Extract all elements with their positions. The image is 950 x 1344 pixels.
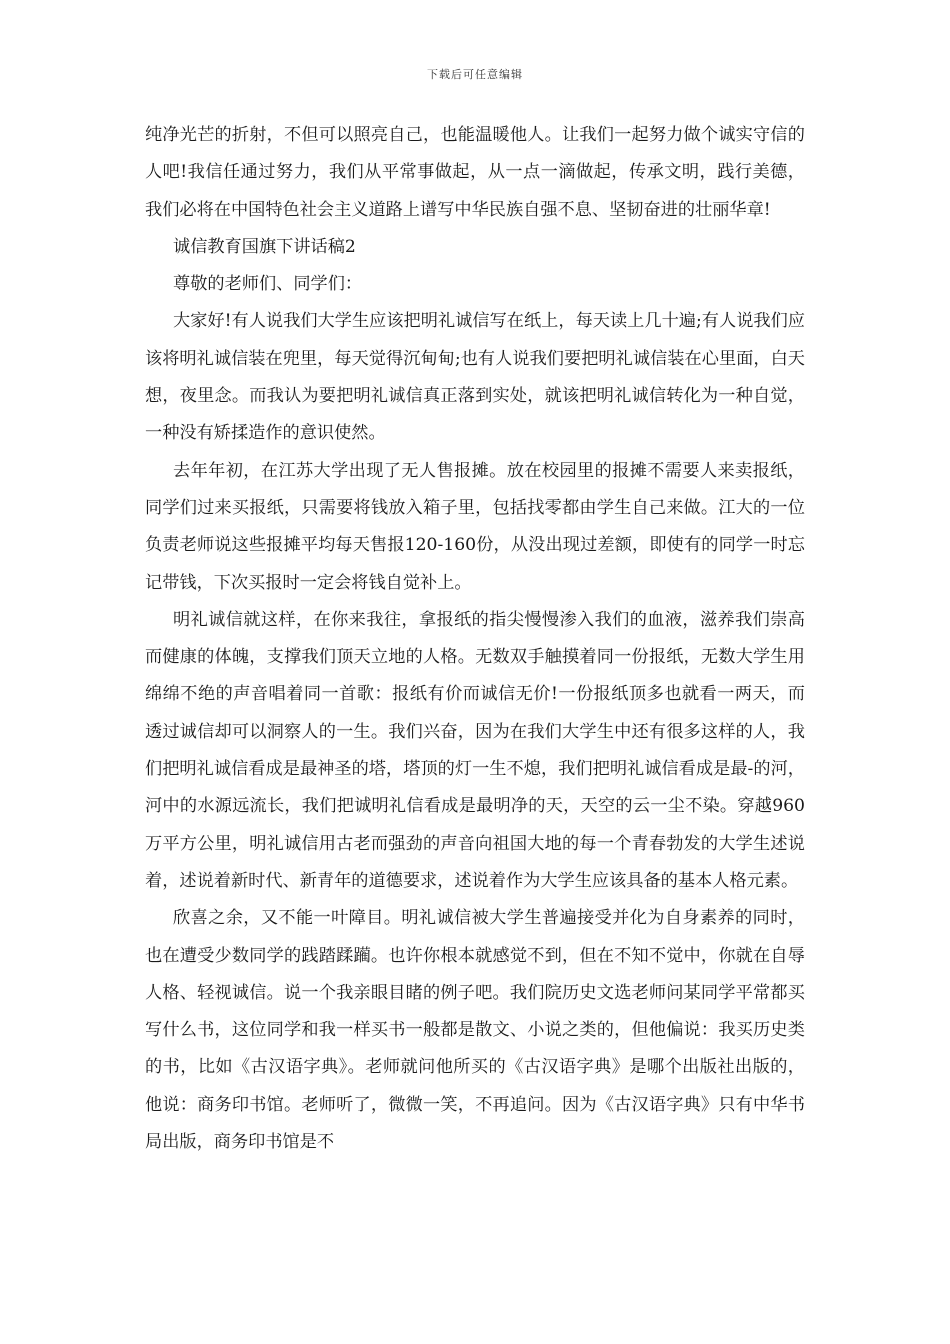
paragraph-greeting: 大家好!有人说我们大学生应该把明礼诚信写在纸上，每天读上几十遍;有人说我们应该将明礼诚信装在兜里，每天觉得沉甸甸;也有人说我们要把明礼诚信装在心里面，白天想，夜里念。而我认为要把明礼诚信真正落到实处，就该把明礼诚信转化为一种自觉，一种没有矫揉造作的意识使然。 bbox=[145, 311, 805, 444]
paragraph-example: 欣喜之余，又不能一叶障目。明礼诚信被大学生普遍接受并化为自身素养的同时，也在遭受少数同学的践踏蹂躏。也许你根本就感觉不到，但在不知不觉中，你就在自辱人格、轻视诚信。说一个我亲眼目睹的例子吧。我们院历史文选老师问某同学平常都买写什么书，这位同学和我一样买书一般都是散文、小说之类的，但他偏说：我买历史类的书，比如《古汉语字典》。老师就问他所买的《古汉语字典》是哪个出版社出版的，他说：商务印书馆。老师听了，微微一笑，不再追问。因为《古汉语字典》只有中华书局出版，商务印书馆是不 bbox=[145, 908, 805, 1153]
paragraph-newsstand: 去年年初，在江苏大学出现了无人售报摊。放在校园里的报摊不需要人来卖报纸，同学们过来买报纸，只需要将钱放入箱子里，包括找零都由学生自己来做。江大的一位负责老师说这些报摊平均每天售报120-160份，从没出现过差额，即使有的同学一时忘记带钱，下次买报时一定会将钱自觉补上。 bbox=[145, 460, 805, 593]
section-title: 诚信教育国旗下讲话稿2 bbox=[173, 236, 356, 257]
paragraph-continuation: 纯净光芒的折射，不但可以照亮自己，也能温暖他人。让我们一起努力做个诚实守信的人吧!我信任通过努力，我们从平常事做起，从一点一滴做起，传承文明，践行美德，我们必将在中国特色社会主义道路上谱写中华民族自强不息、坚韧奋进的壮丽华章! bbox=[145, 125, 805, 220]
paragraph-honesty: 明礼诚信就这样，在你来我往，拿报纸的指尖慢慢渗入我们的血液，滋养我们崇高而健康的体魄，支撑我们顶天立地的人格。无数双手触摸着同一份报纸，无数大学生用绵绵不绝的声音唱着同一首歌：报纸有价而诚信无价!一份报纸顶多也就看一两天，而透过诚信却可以洞察人的一生。我们兴奋，因为在我们大学生中还有很多这样的人，我们把明礼诚信看成是最神圣的塔，塔顶的灯一生不熄，我们把明礼诚信看成是最-的河，河中的水源远流长，我们把诚明礼信看成是最明净的天，天空的云一尘不染。穿越960万平方公里，明礼诚信用古老而强劲的声音向祖国大地的每一个青春勃发的大学生述说着，述说着新时代、新青年的道德要求，述说着作为大学生应该具备的基本人格元素。 bbox=[145, 609, 805, 891]
salutation: 尊敬的老师们、同学们： bbox=[173, 274, 363, 295]
page-header-note: 下载后可任意编辑 bbox=[427, 68, 523, 81]
document-body bbox=[145, 117, 805, 1161]
